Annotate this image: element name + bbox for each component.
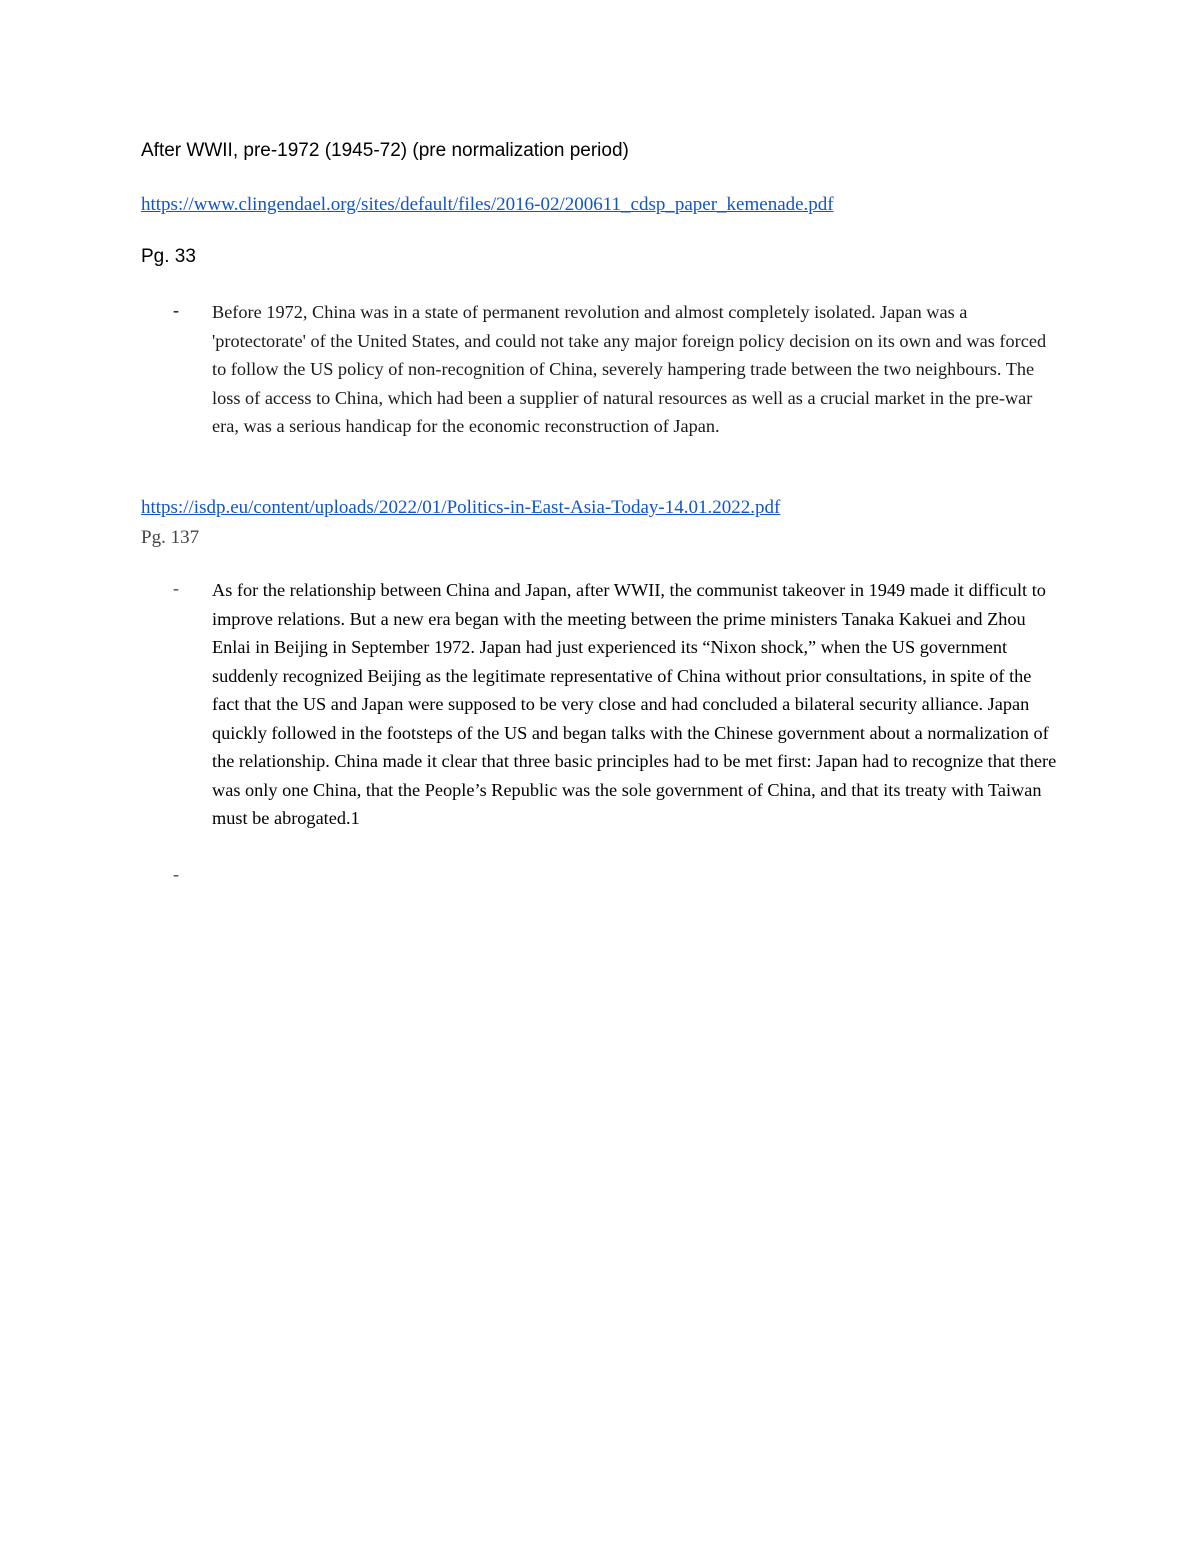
- bullet-marker: -: [173, 578, 179, 598]
- document-heading: After WWII, pre-1972 (1945-72) (pre normalization period): [141, 140, 629, 161]
- page-reference-137: Pg. 137: [141, 527, 200, 548]
- page-reference-33: Pg. 33: [141, 246, 196, 267]
- empty-bullet-marker: -: [173, 864, 179, 884]
- source-link-clingendael[interactable]: https://www.clingendael.org/sites/default/files/2016-02/200611_cdsp_paper_kemenade.pdf: [141, 194, 834, 215]
- quote-paragraph-before-1972: Before 1972, China was in a state of permanent revolution and almost completely isolated. Japan was a 'protectorate' of the United States, and could not take any major foreign policy decision on its own and was forced to follow the US policy of non-recognition of China, severely hampering trade between the two neighbours. The loss of access to China, which had been a supplier of natural resources as well as a crucial market in the pre-war era, was a serious handicap for the economic reconstruction of Japan.: [212, 302, 1047, 436]
- quote-paragraph-normalization: As for the relationship between China and Japan, after WWII, the communist takeover in 1949 made it difficult to improve relations. But a new era began with the meeting between the prime ministers Tanaka Kakuei and Zhou Enlai in Beijing in September 1972. Japan had just experienced its “Nixon shock,” when the US government suddenly recognized Beijing as the legitimate representative of China without prior consultations, in spite of the fact that the US and Japan were supposed to be very close and had concluded a bilateral security alliance. Japan quickly followed in the footsteps of the US and began talks with the Chinese government about a normalization of the relationship. China made it clear that three basic principles had to be met first: Japan had to recognize that there was only one China, that the People’s Republic was the sole government of China, and that its treaty with Taiwan must be abrogated.1: [212, 580, 1057, 828]
- source-link-isdp[interactable]: https://isdp.eu/content/uploads/2022/01/Politics-in-East-Asia-Today-14.01.2022.pdf: [141, 497, 781, 518]
- bullet-marker: -: [173, 300, 179, 320]
